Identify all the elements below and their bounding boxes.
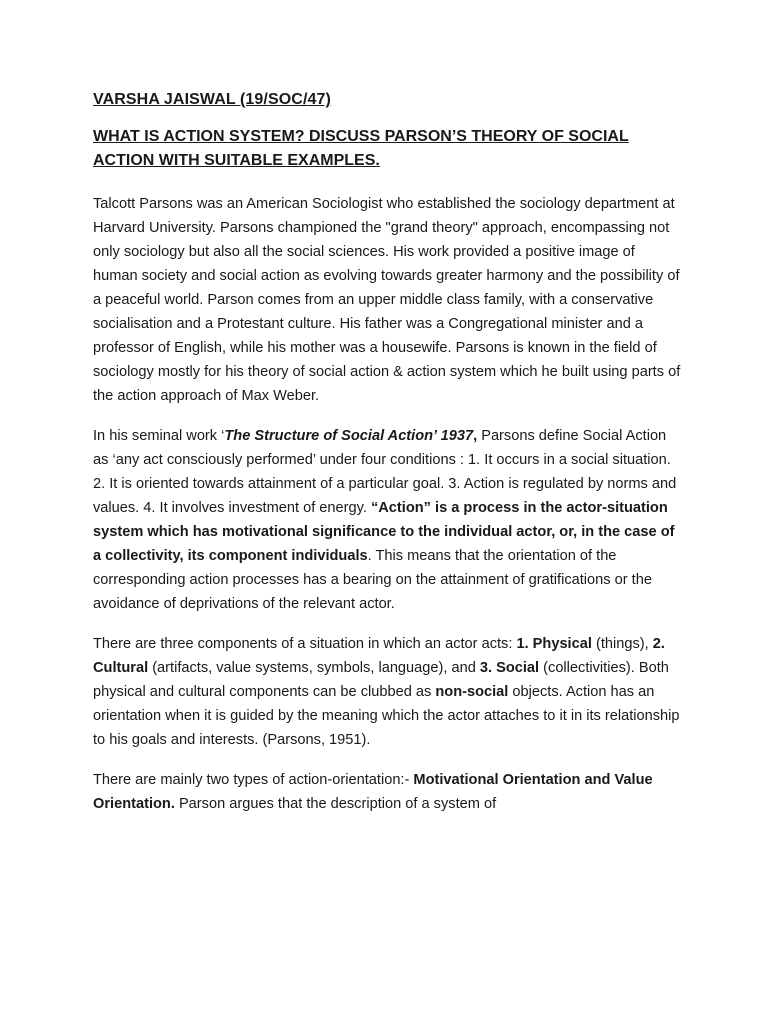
p4-text-2: Parson argues that the description of a system of <box>174 796 497 812</box>
paragraph-intro <box>93 192 683 408</box>
component-social: 3. Social <box>479 660 540 676</box>
paragraph-components <box>93 632 683 752</box>
p3-text-1: There are three components of a situation in which an actor acts: <box>93 636 517 652</box>
question-heading: WHAT IS ACTION SYSTEM? DISCUSS PARSON’S THEORY OF SOCIAL ACTION WITH SUITABLE EXAMPLES. <box>93 128 629 169</box>
p3-text-4: (collectivities). Both physical and cultural components can be clubbed as <box>93 660 669 700</box>
p4-text-1: There are mainly two types of action-orientation:- <box>93 772 414 788</box>
orientation-types: Motivational Orientation and Value Orientation. <box>93 772 653 812</box>
non-social-term: non-social <box>435 684 509 700</box>
p2-text-2: Parsons define Social Action as ‘any act consciously performed’ under four conditions : 1. It occurs in a social situation. 2. It is oriented towards attainment of a particular goal. 3. Action is regulated by norms and values. 4. It involves investment of energy. <box>93 428 677 516</box>
paragraph-orientation <box>93 768 683 816</box>
paragraph-social-action <box>93 424 683 616</box>
component-cultural: 2. Cultural <box>93 636 665 676</box>
document-page <box>93 88 683 832</box>
book-title: The Structure of Social Action’ 1937 <box>224 428 474 444</box>
action-definition: “Action” is a process in the actor-situation system which has motivational significance to the individual actor, or, in the case of a collectivity, its component individuals <box>93 500 675 564</box>
p2-text-3: . This means that the orientation of the corresponding action processes has a bearing on the attainment of gratifications or the avoidance of deprivations of the relevant actor. <box>93 548 652 612</box>
p2-text-1: In his seminal work ‘ <box>93 428 225 444</box>
p3-text-2: (things), <box>591 636 653 652</box>
p3-text-5: objects. Action has an orientation when it is guided by the meaning which the actor attaches to it in its relationship to his goals and interests. (Parsons, 1951). <box>93 684 680 748</box>
p2-comma: , <box>473 428 478 444</box>
component-physical: 1. Physical <box>516 636 592 652</box>
paragraph-intro-text: Talcott Parsons was an American Sociologist who established the sociology department at Harvard University. Parsons championed the "grand theory" approach, encompassing not only sociology but also all the social sciences. His work provided a positive image of human society and social action as evolving towards greater harmony and the possibility of a peaceful world. Parson comes from an upper middle class family, with a conservative socialisation and a Protestant culture. His father was a Congregational minister and a professor of English, while his mother was a housewife. Parsons is known in the field of sociology mostly for his theory of social action & action system which he built using parts of the action approach of Max Weber. <box>93 196 681 404</box>
author-heading: VARSHA JAISWAL (19/SOC/47) <box>93 91 331 108</box>
p3-text-3: (artifacts, value systems, symbols, language), and <box>148 660 480 676</box>
